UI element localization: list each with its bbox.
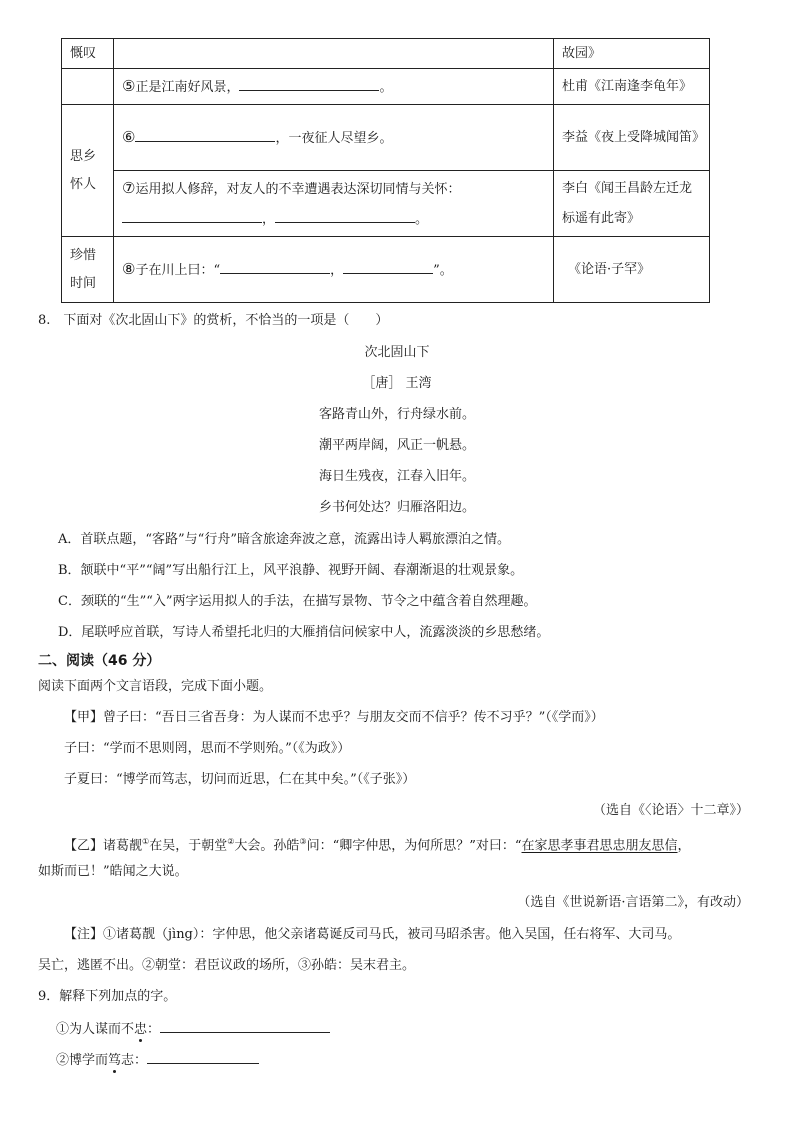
answer-blank[interactable] [147, 1049, 259, 1064]
notes-line: 吴亡，逃匿不出。②朝堂：君臣议政的场所，③孙皓：吴末君主。 [38, 958, 416, 973]
q9-item-2: ②博学而笃志： [56, 1049, 259, 1071]
poem-title: 次北固山下 [364, 345, 430, 360]
answer-blank[interactable] [343, 259, 433, 274]
poetry-fill-table [61, 38, 710, 303]
reading-intro: 阅读下面两个文言语段，完成下面小题。 [38, 679, 273, 694]
category-cell [62, 69, 114, 105]
q9-item-1: ①为人谋而不忠： [56, 1018, 330, 1040]
answer-blank[interactable] [220, 259, 330, 274]
answer-blank[interactable] [275, 208, 415, 223]
answer-blank[interactable] [135, 127, 275, 142]
dotted-char: 忠 [134, 1022, 148, 1037]
table-row [62, 39, 710, 69]
underlined-sentence: 在家思孝事君思忠朋友思信 [521, 838, 678, 854]
notes-line: 【注】①诸葛靓（jìng）：字仲思，他父亲诸葛诞反司马氏，被司马昭杀害。他入吴国，任右将军、大司马。 [64, 927, 681, 942]
passage-jia-line: 子夏曰：“博学而笃志，切问而近思，仁在其中矣。”（《子张》） [64, 772, 416, 787]
option-c[interactable]: C．颈联的“生”“入”两字运用拟人的手法，在描写景物、节令之中蕴含着自然理趣。 [58, 594, 537, 609]
table-row [62, 69, 710, 105]
option-a[interactable]: A．首联点题，“客路”与“行舟”暗含旅途奔波之意，流露出诗人羁旅漂泊之情。 [58, 532, 510, 547]
table-row [62, 171, 710, 237]
answer-blank[interactable] [160, 1018, 330, 1033]
poem-line: 海日生残夜，江春入旧年。 [318, 469, 475, 484]
poem-author: ［唐］ 王湾 [362, 376, 432, 391]
table-row [62, 105, 710, 171]
category-cell: 思乡怀人 [62, 105, 114, 237]
item-number: ⑥ [122, 127, 136, 146]
category-cell: 珍惜时间 [62, 237, 114, 303]
poem-line: 潮平两岸阔，风正一帆悬。 [318, 438, 475, 453]
item-number: ⑦ [122, 178, 136, 197]
category-cell: 慨叹 [62, 39, 114, 69]
answer-blank[interactable] [239, 76, 379, 91]
item-number: ⑧ [122, 259, 136, 278]
content-cell: ⑦运用拟人修辞，对友人的不幸遭遇表达深切同情与关怀：， 。 [114, 171, 554, 237]
answer-blank[interactable] [122, 208, 262, 223]
section-title: 二、阅读（46 分） [38, 653, 161, 669]
source-cell: 故园》 [554, 39, 710, 69]
option-b[interactable]: B．颔联中“平”“阔”写出船行江上，风平浪静、视野开阔、春潮渐退的壮观景象。 [58, 563, 524, 578]
source-cell: 李白《闻王昌龄左迁龙标遥有此寄》 [554, 171, 710, 237]
passage-yi-line: 【乙】诸葛靓①在吴，于朝堂②大会。孙皓③问：“卿字仲思，为何所思？”对曰：“在家思孝事君思忠朋友思信， [64, 837, 691, 854]
content-cell: ⑤正是江南好风景， 。 [114, 69, 554, 105]
dotted-char: 笃 [108, 1053, 122, 1068]
poem-line: 客路青山外，行舟绿水前。 [318, 407, 475, 422]
passage-yi-line: 如斯而已！”皓闻之大说。 [38, 864, 188, 879]
poem-line: 乡书何处达？归雁洛阳边。 [318, 500, 475, 515]
source-cell: 《论语·子罕》 [554, 237, 710, 303]
passage-yi-source: （选自《世说新语·言语第二》，有改动） [517, 895, 749, 910]
item-number: ⑤ [122, 76, 136, 95]
q8-stem: 8. 下面对《次北固山下》的赏析，不恰当的一项是（ ） [38, 313, 389, 328]
source-cell: 李益《夜上受降城闻笛》 [554, 105, 710, 171]
table-row [62, 237, 710, 303]
content-cell: ⑥ ，一夜征人尽望乡。 [114, 105, 554, 171]
passage-jia-line: 子曰：“学而不思则罔，思而不学则殆。”（《为政》） [64, 741, 351, 756]
content-cell: ⑧子在川上曰：“ ， ”。 [114, 237, 554, 303]
content-cell [114, 39, 554, 69]
passage-jia-line: 【甲】曾子曰：“吾日三省吾身：为人谋而不忠乎？与朋友交而不信乎？传不习乎？”（《学而》） [64, 710, 604, 725]
option-d[interactable]: D．尾联呼应首联，写诗人希望托北归的大雁捎信问候家中人，流露淡淡的乡思愁绪。 [58, 625, 550, 640]
passage-jia-source: （选自《〈论语〉十二章》） [592, 803, 749, 818]
q9-stem: 9．解释下列加点的字。 [38, 989, 177, 1004]
source-cell: 杜甫《江南逢李龟年》 [554, 69, 710, 105]
